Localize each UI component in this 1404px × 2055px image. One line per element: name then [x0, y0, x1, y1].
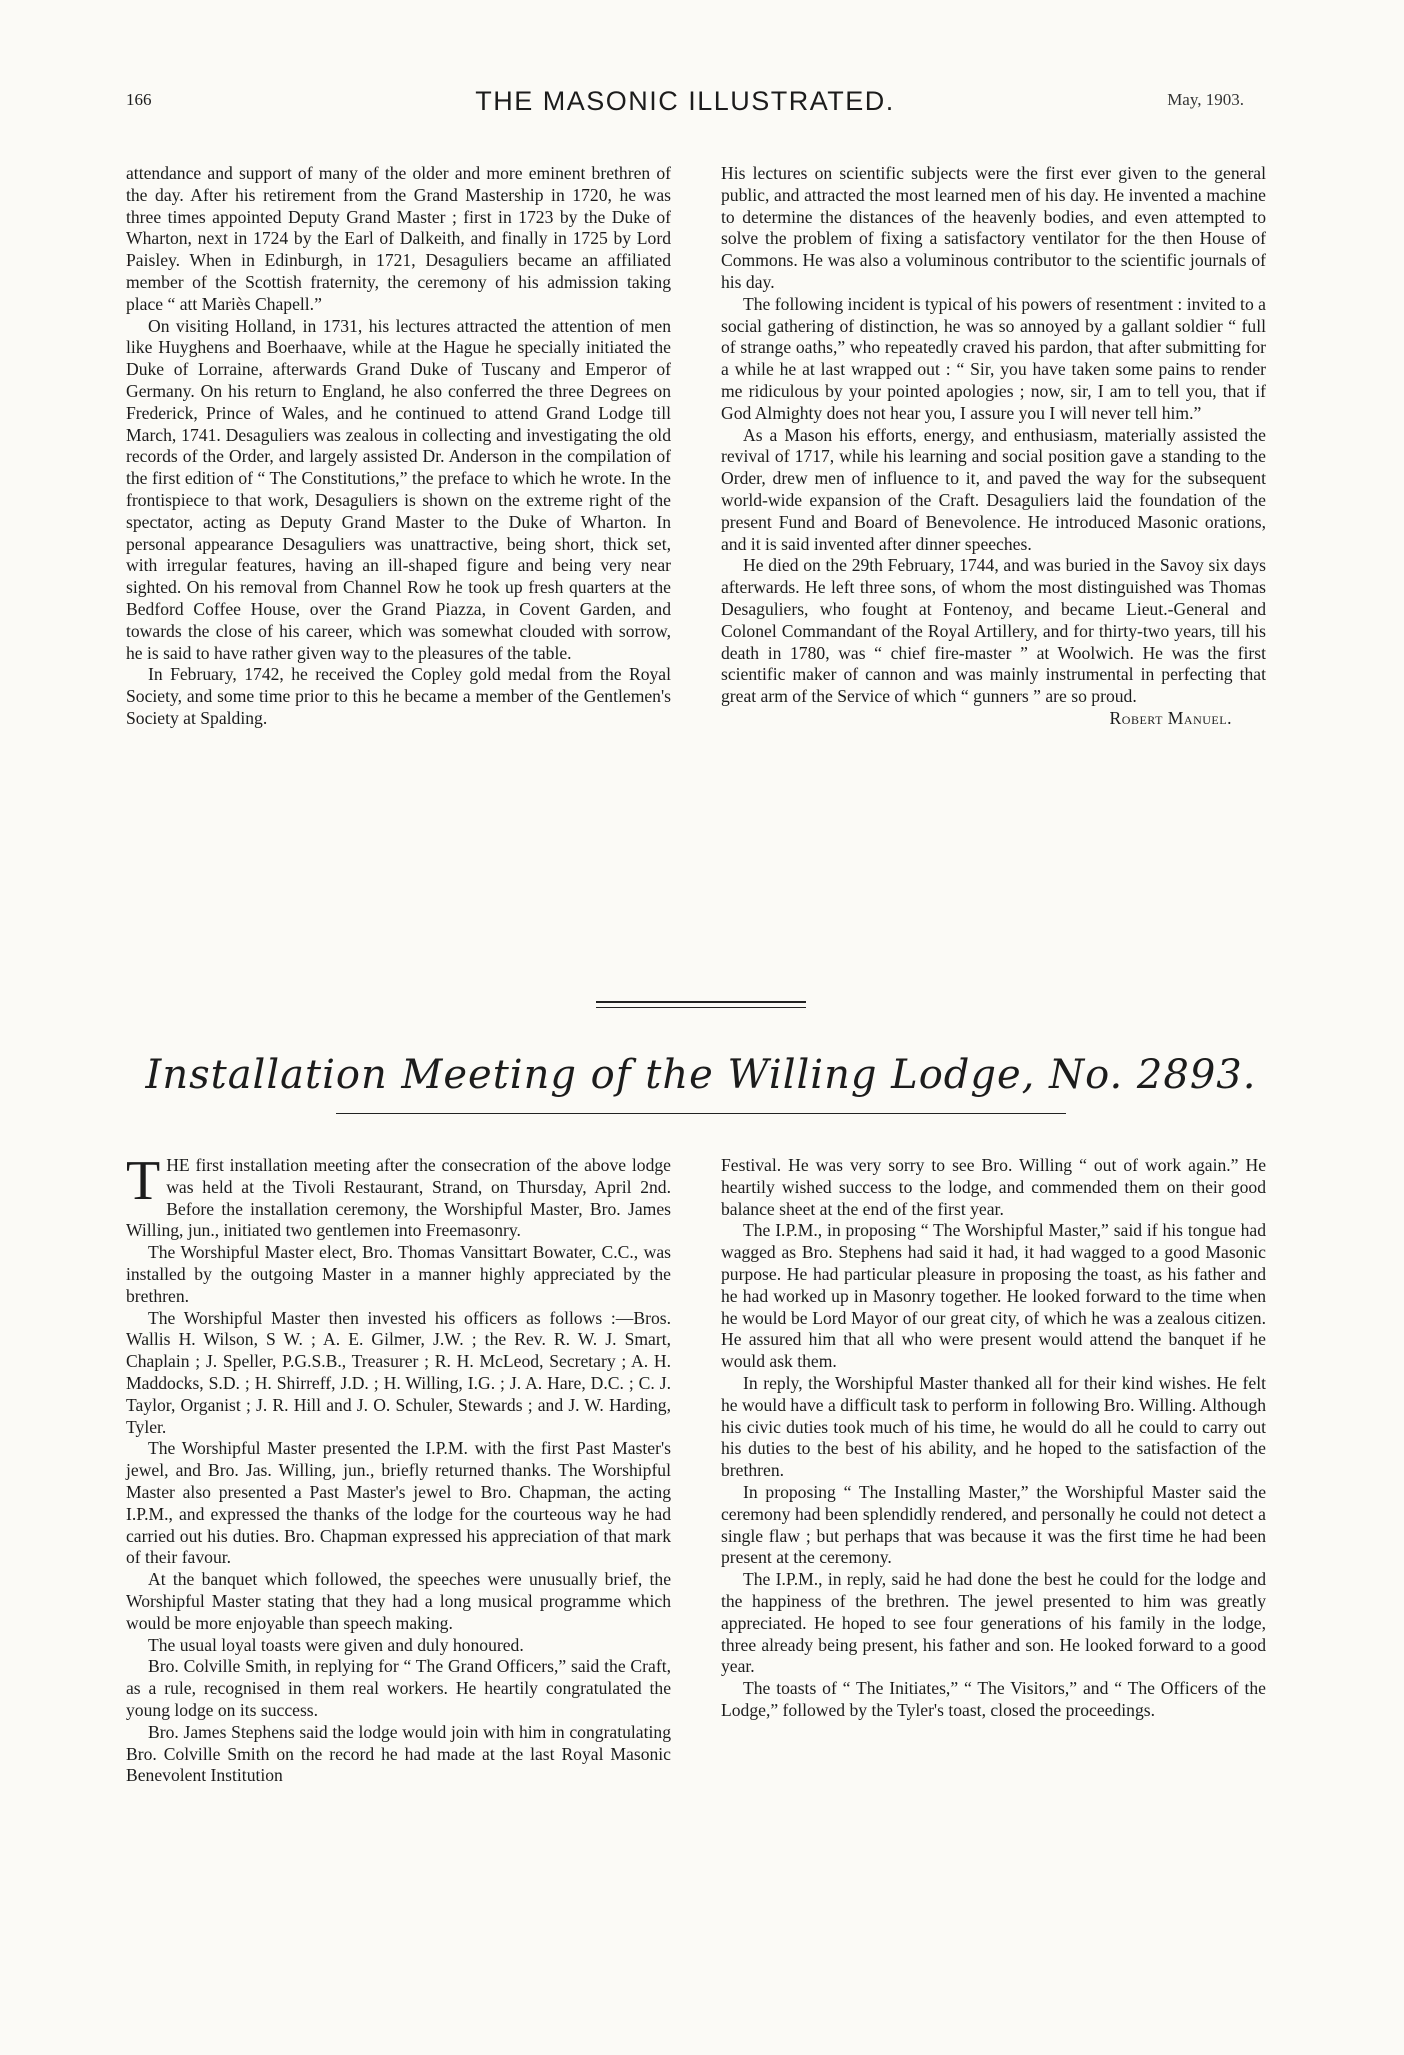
lead-paragraph [126, 1150, 671, 1242]
author-signature: Robert Manuel. [1109, 707, 1232, 728]
drop-cap: T [126, 1150, 161, 1212]
paragraph: He died on the 29th February, 1744, and was buried in the Savoy six days afterwards. He left three sons, of whom the most distinguished was Thomas Desaguliers, who fought at Fontenoy, and became Lieut.-General and Colonel Commandant of the Royal Artillery, and for thirty-two years, till his death in 1780, was “ chief fire-master ” at Woolwich. He was the first scientific maker of cannon and was mainly instrumental in perfecting that great arm of the Service of which “ gunners ” are so proud. [721, 555, 1266, 707]
paragraph: The toasts of “ The Initiates,” “ The Visitors,” and “ The Officers of the Lodge,” followed by the Tyler's toast, closed the proceedings. [721, 1678, 1266, 1720]
paragraph: The Worshipful Master elect, Bro. Thomas Vansittart Bowater, C.C., was installed by the outgoing Master in a manner highly appreciated by the brethren. [126, 1242, 671, 1306]
lead-paragraph-text: HE first installation meeting after the consecration of the above lodge was held at the Tivoli Restaurant, Strand, on Thursday, April 2nd. Before the installation ceremony, the Worshipful Master, Bro. James Willing, jun., initiated two gentlemen into Freemasonry. [126, 1155, 671, 1241]
paragraph: attendance and support of many of the older and more eminent brethren of the day. After his retirement from the Grand Mastership in 1720, he was three times appointed Deputy Grand Master ; first in 1723 by the Duke of Wharton, next in 1724 by the Earl of Dalkeith, and finally in 1725 by Lord Paisley. When in Edinburgh, in 1721, Desaguliers became an affiliated member of the Scottish fraternity, the ceremony of his admission taking place “ att Mariès Chapell.” [126, 163, 671, 314]
top-left-column [126, 163, 671, 730]
paragraph: At the banquet which followed, the speeches were unusually brief, the Worshipful Master stating that they had a long musical programme which would be more enjoyable than speech making. [126, 1569, 671, 1633]
paragraph: Bro. James Stephens said the lodge would join with him in congratulating Bro. Colville Smith on the record he had made at the last Royal Masonic Benevolent Institution [126, 1721, 671, 1786]
article-title: Installation Meeting of the Willing Lodge, No. 2893. [145, 1052, 1257, 1098]
paragraph: The I.P.M., in reply, said he had done the best he could for the lodge and the happiness of the brethren. The jewel presented to him was greatly appreciated. He hoped to see four generations of his family in the lodge, three already being present, his father and son. He looked forward to a good year. [721, 1569, 1266, 1677]
issue-date: May, 1903. [1167, 90, 1244, 109]
paragraph: The Worshipful Master presented the I.P.M. with the first Past Master's jewel, and Bro. Jas. Willing, jun., briefly returned thanks. The Worshipful Master also presented a Past Master's jewel to Bro. Chapman, the acting I.P.M., and expressed the thanks of the lodge for the courteous way he had carried out his duties. Bro. Chapman expressed his appreciation of that mark of their favour. [126, 1438, 671, 1568]
paragraph: In reply, the Worshipful Master thanked all for their kind wishes. He felt he would have a difficult task to perform in following Bro. Willing. Although his civic duties took much of his time, he would do all he could to carry out his duties to the best of his ability, and he hoped to the satisfaction of the brethren. [721, 1372, 1266, 1481]
bottom-left-column [126, 1150, 671, 1787]
section-divider-bottom [596, 1007, 806, 1008]
bottom-right-column [721, 1155, 1266, 1722]
paragraph: As a Mason his efforts, energy, and enthusiasm, materially assisted the revival of 1717, while his learning and social position gave a standing to the Order, drew men of influence to it, and paved the way for the subsequent world-wide expansion of the Craft. Desaguliers laid the foundation of the present Fund and Board of Benevolence. He introduced Masonic orations, and it is said invented after dinner speeches. [721, 424, 1266, 554]
section-divider-top [596, 1001, 806, 1003]
paragraph: In February, 1742, he received the Copley gold medal from the Royal Society, and some time prior to this he became a member of the Gentlemen's Society at Spalding. [126, 664, 671, 728]
paragraph: In proposing “ The Installing Master,” the Worshipful Master said the ceremony had been splendidly rendered, and personally he could not detect a single flaw ; but perhaps that was because it was the first time he had been present at the ceremony. [721, 1481, 1266, 1568]
paragraph: On visiting Holland, in 1731, his lectures attracted the attention of men like Huyghens and Boerhaave, while at the Hague he specially initiated the Duke of Lorraine, afterwards Grand Duke of Tuscany and Emperor of Germany. On his return to England, he also conferred the three Degrees on Frederick, Prince of Wales, and he continued to attend Grand Lodge till March, 1741. Desaguliers was zealous in collecting and investigating the old records of the Order, and largely assisted Dr. Anderson in the compilation of the first edition of “ The Constitutions,” the preface to which he wrote. In the frontispiece to that work, Desaguliers is shown on the extreme right of the spectator, acting as Deputy Grand Master to the Duke of Wharton. In personal appearance Desaguliers was unattractive, being short, thick set, with irregular features, having an ill-shaped figure and being very near sighted. On his removal from Channel Row he took up fresh quarters at the Bedford Coffee House, over the Grand Piazza, in Covent Garden, and towards the close of his career, which was somewhat clouded with sorrow, he is said to have rather given way to the pleasures of the table. [126, 315, 671, 663]
title-underline [336, 1113, 1066, 1114]
paragraph: The following incident is typical of his powers of resentment : invited to a social gathering of distinction, he was so annoyed by a gallant soldier “ full of strange oaths,” who repeatedly craved his pardon, that after submitting for a while he at last wrapped out : “ Sir, you have taken some pains to render me ridiculous by your pointed apologies ; now, sir, I am to tell you, that if God Almighty does not hear you, I assure you I will never tell him.” [721, 293, 1266, 423]
paragraph: The Worshipful Master then invested his officers as follows :—Bros. Wallis H. Wilson, S W. ; A. E. Gilmer, J.W. ; the Rev. R. W. J. Smart, Chaplain ; J. Speller, P.G.S.B., Treasurer ; R. H. McLeod, Secretary ; A. H. Maddocks, S.D. ; H. Shirreff, J.D. ; H. Willing, I.G. ; J. A. Hare, D.C. ; C. J. Taylor, Organist ; J. R. Hill and J. O. Schuler, Stewards ; and J. W. Harding, Tyler. [126, 1307, 671, 1437]
top-right-column [721, 163, 1266, 730]
paragraph: Bro. Colville Smith, in replying for “ The Grand Officers,” said the Craft, as a rule, recognised in them real workers. He heartily congratulated the young lodge on its success. [126, 1656, 671, 1720]
paragraph: The usual loyal toasts were given and duly honoured. [148, 1634, 524, 1655]
page-number: 166 [126, 90, 152, 109]
masthead-title: THE MASONIC ILLUSTRATED. [475, 86, 895, 116]
paragraph: The I.P.M., in proposing “ The Worshipful Master,” said if his tongue had wagged as Bro. Stephens had said it had, it had wagged to a good Masonic purpose. He had particular pleasure in proposing the toast, as his father and he had worked up in Masonry together. He looked forward to the time when he would be Lord Mayor of our great city, of which he was a zealous citizen. He assured him that all who were present would attend the banquet if he would ask them. [721, 1220, 1266, 1372]
page-header [126, 86, 1244, 120]
paragraph: His lectures on scientific subjects were the first ever given to the general public, and attracted the most learned men of his day. He invented a machine to determine the distances of the heavenly bodies, and even attempted to solve the problem of fixing a satisfactory ventilator for the then House of Commons. He was also a voluminous contributor to the scientific journals of his day. [721, 163, 1266, 292]
paragraph: Festival. He was very sorry to see Bro. Willing “ out of work again.” He heartily wished success to the lodge, and commended them on their good balance sheet at the end of the first year. [721, 1155, 1266, 1219]
